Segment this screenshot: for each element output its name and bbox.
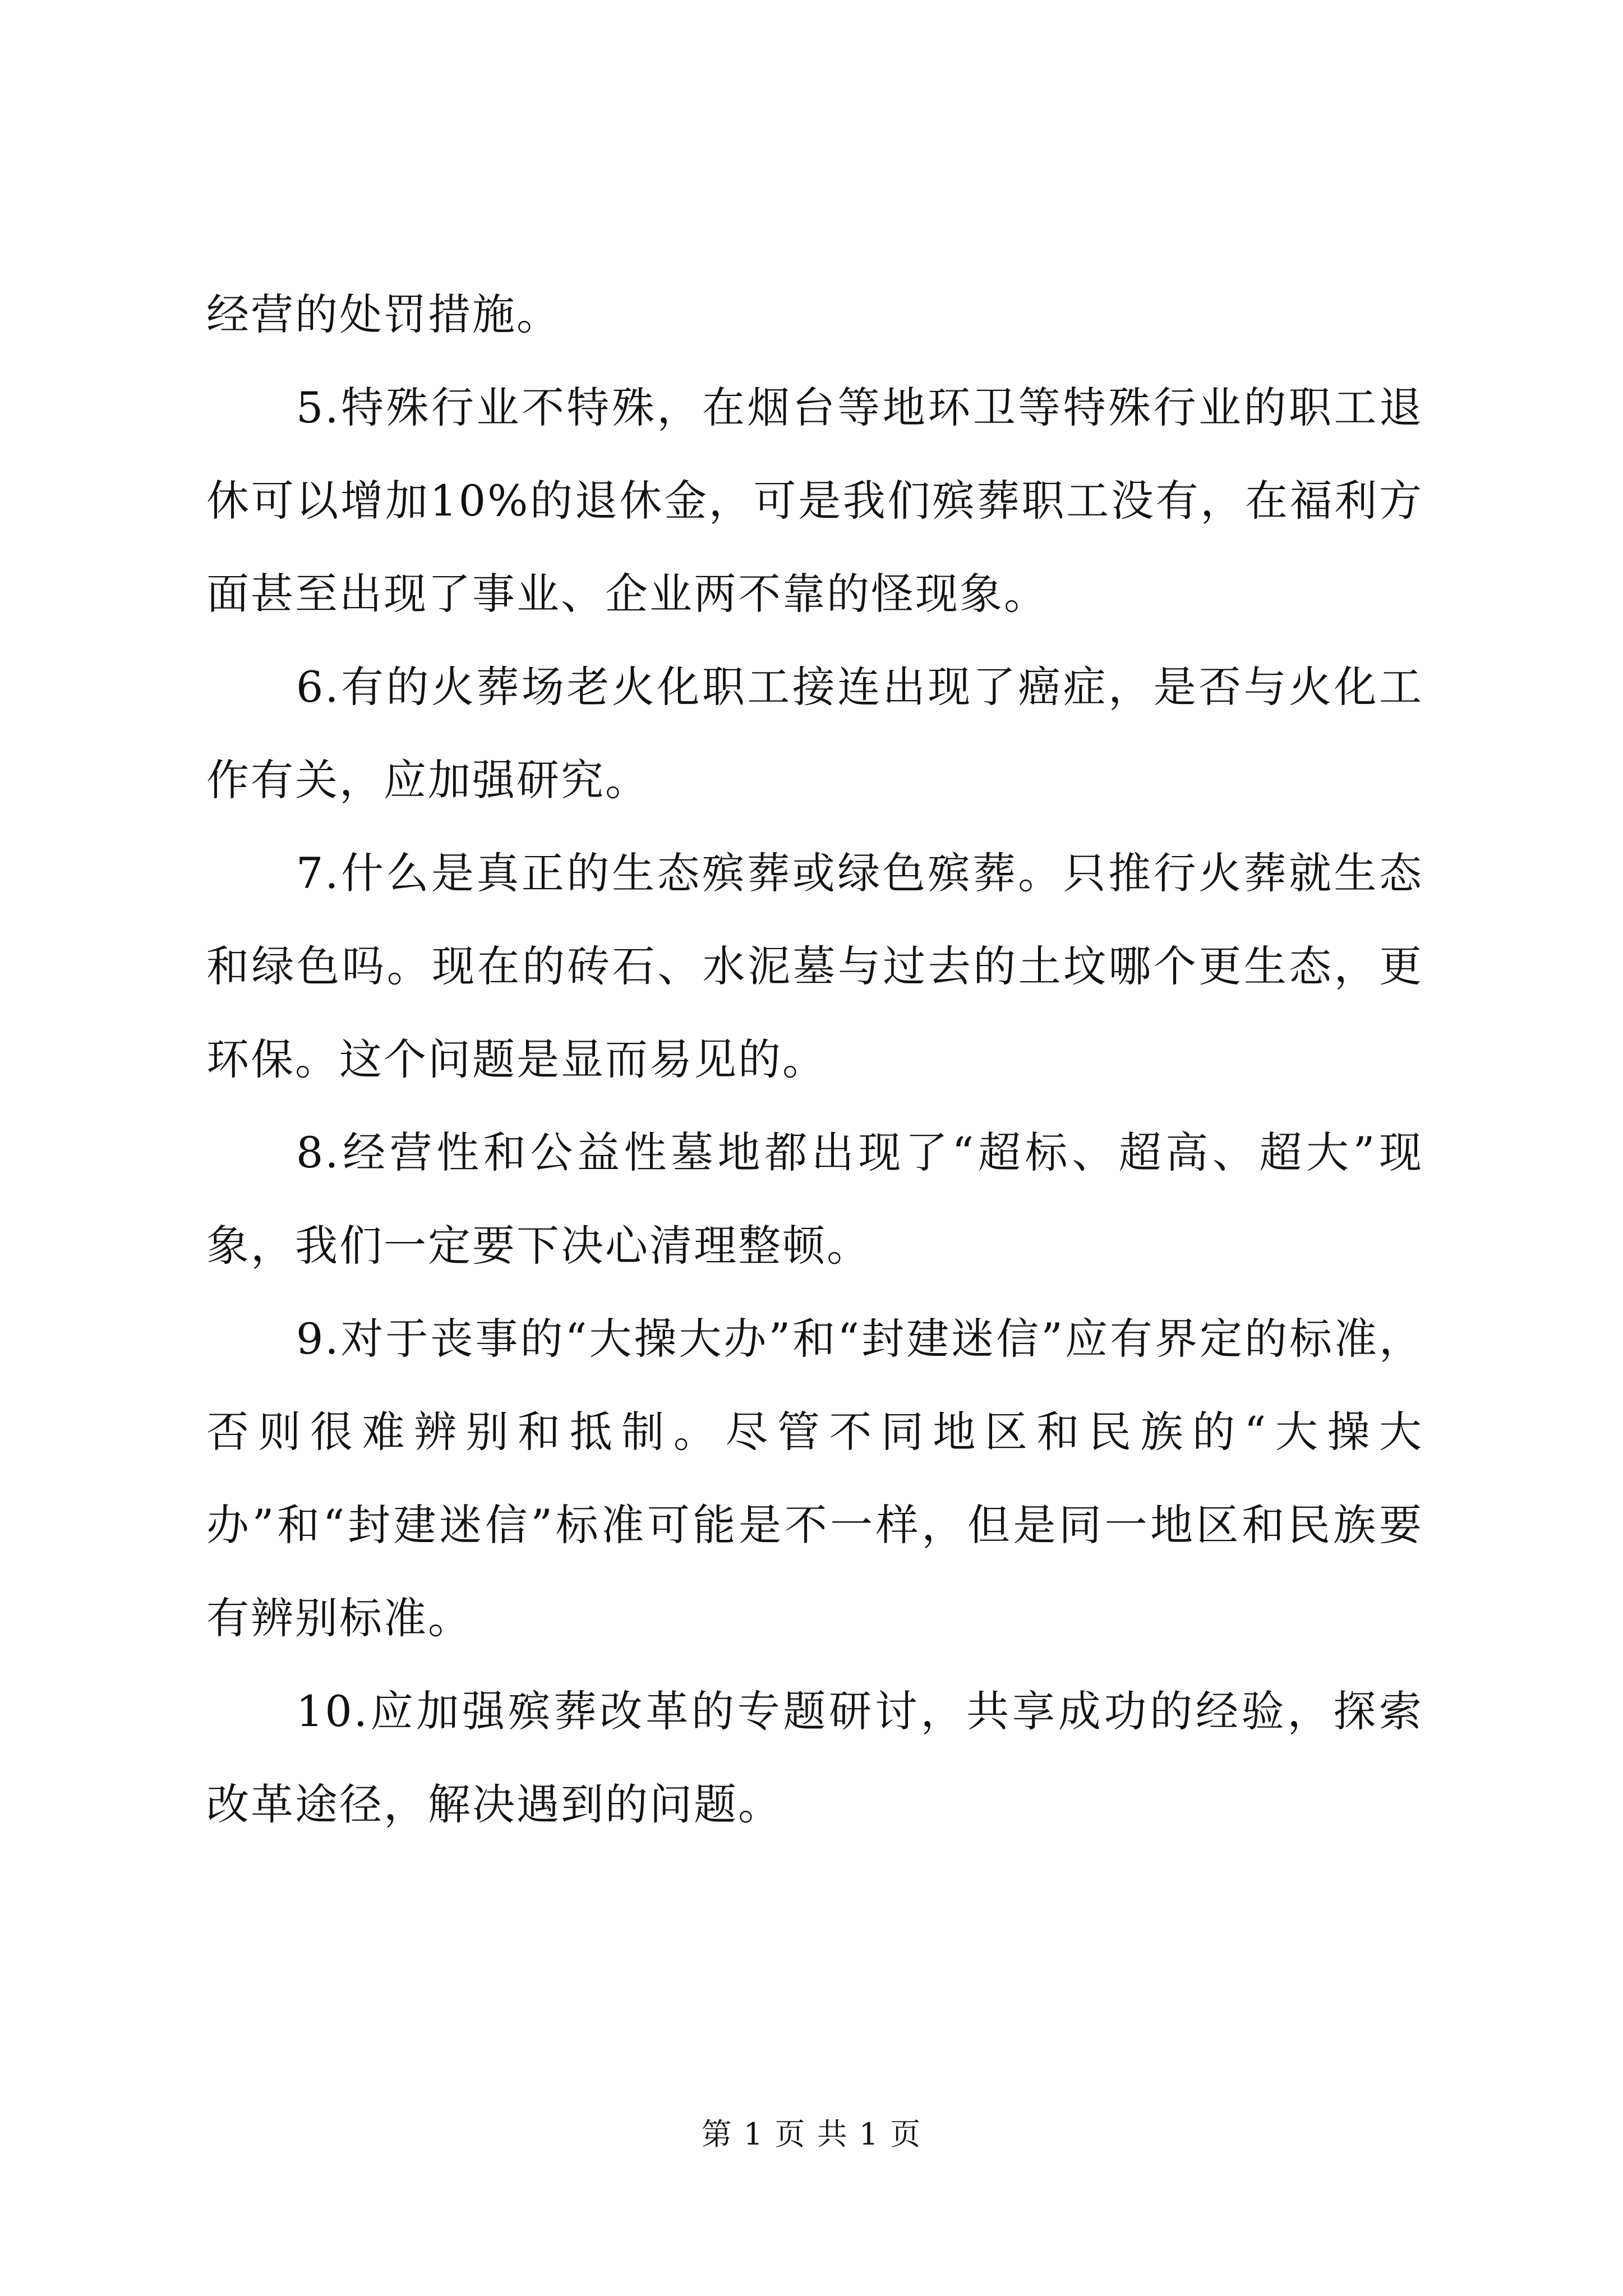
paragraph-item-5: 5.特殊行业不特殊，在烟台等地环卫等特殊行业的职工退休可以增加10%的退休金，可是我们殡葬职工没有，在福利方面甚至出现了事业、企业两不靠的怪现象。	[206, 383, 1423, 619]
paragraph-item-8: 8.经营性和公益性墓地都出现了“超标、超高、超大”现象，我们一定要下决心清理整顿。	[206, 1128, 1423, 1271]
paragraph-item-9: 9.对于丧事的“大操大办”和“封建迷信”应有界定的标准，否则很难辨别和抵制。尽管不同地区和民族的“大操大办”和“封建迷信”标准可能是不一样，但是同一地区和民族要有辨别标准。	[206, 1314, 1423, 1643]
page-number-footer: 第 1 页 共 1 页	[701, 2116, 922, 2152]
paragraph-item-7: 7.什么是真正的生态殡葬或绿色殡葬。只推行火葬就生态和绿色吗。现在的砖石、水泥墓与过去的土坟哪个更生态，更环保。这个问题是显而易见的。	[206, 848, 1423, 1084]
document-body	[206, 268, 1423, 1851]
paragraph-item-10: 10.应加强殡葬改革的专题研讨，共享成功的经验，探索改革途径，解决遇到的问题。	[206, 1686, 1423, 1829]
paragraph-item-6: 6.有的火葬场老火化职工接连出现了癌症，是否与火化工作有关，应加强研究。	[206, 662, 1423, 805]
paragraph-continuation: 经营的处罚措施。	[206, 289, 561, 339]
